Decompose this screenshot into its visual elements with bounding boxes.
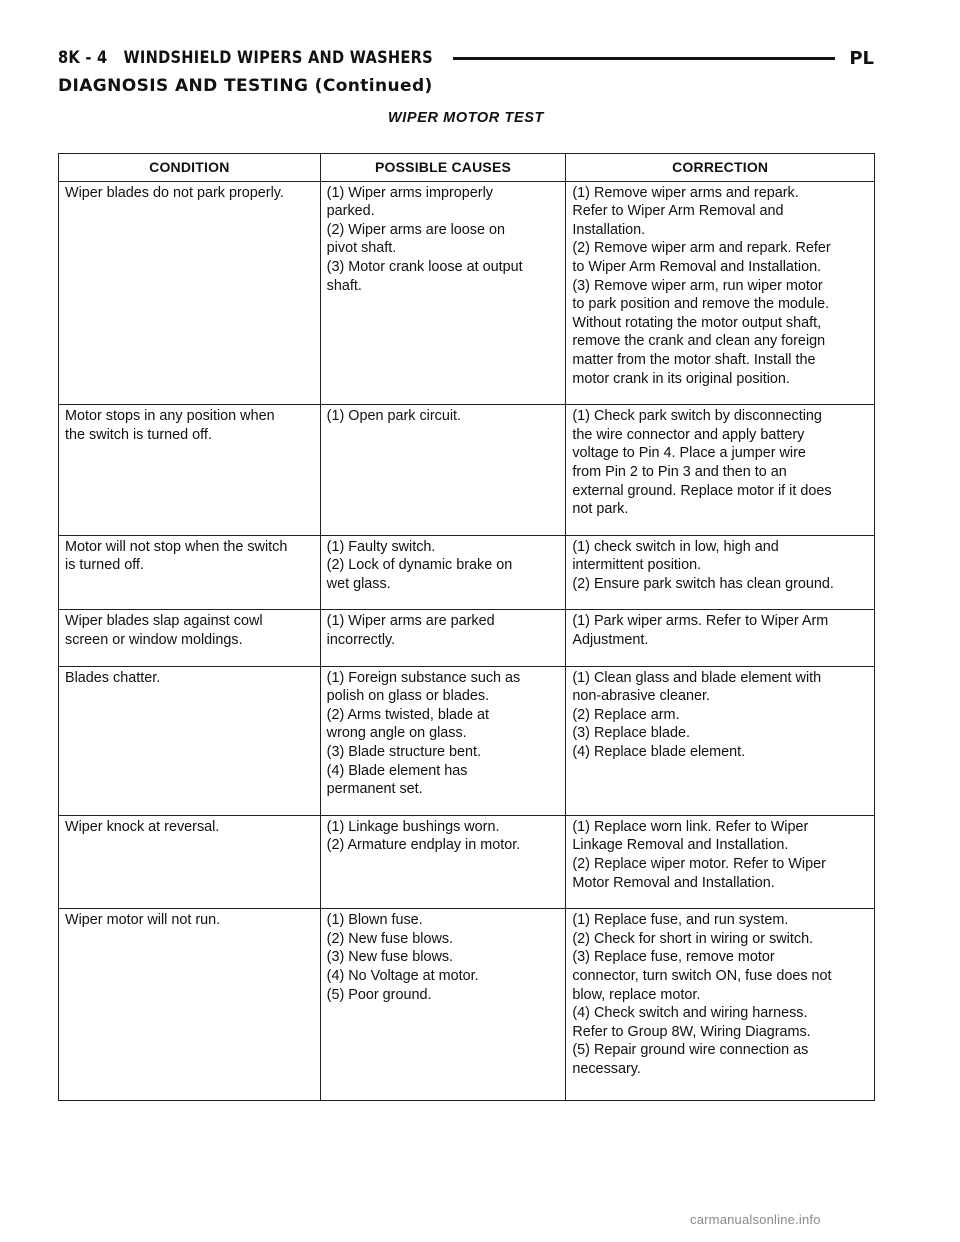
causes-text-line: (2) Arms twisted, blade at (326, 706, 490, 723)
condition-text-line: Wiper blades do not park properly. (65, 184, 284, 201)
causes-text-line: wrong angle on glass. (326, 725, 467, 742)
cell-condition (59, 405, 321, 536)
correction-text-line: non-abrasive cleaner. (572, 688, 710, 705)
correction-text-line: external ground. Replace motor if it does (572, 482, 832, 499)
column-header-causes: POSSIBLE CAUSES (320, 154, 566, 182)
cell-condition (59, 909, 321, 1101)
cell-correction (566, 815, 875, 908)
cell-condition (59, 666, 321, 815)
cell-correction (566, 610, 875, 666)
correction-text-line: (2) Remove wiper arm and repark. Refer (572, 240, 831, 257)
cell-causes (320, 909, 566, 1101)
cell-correction (566, 666, 875, 815)
correction-text-line: from Pin 2 to Pin 3 and then to an (572, 463, 787, 480)
causes-text-line: pivot shaft. (326, 240, 397, 257)
header-rule (453, 57, 835, 60)
causes-text-line: (1) Open park circuit. (326, 408, 462, 425)
cell-causes (320, 610, 566, 666)
correction-text-line: (4) Check switch and wiring harness. (572, 1005, 808, 1022)
causes-text-line: (1) Wiper arms are parked (326, 613, 495, 630)
causes-text-line: (2) Lock of dynamic brake on (326, 557, 513, 574)
header-title (58, 48, 433, 68)
correction-text-line: (3) Replace fuse, remove motor (572, 949, 775, 966)
cell-causes (320, 815, 566, 908)
correction-text-line: (1) Check park switch by disconnecting (572, 408, 822, 425)
column-header-condition: CONDITION (59, 154, 321, 182)
condition-text-line: Wiper motor will not run. (65, 912, 221, 929)
causes-text-line: (1) Linkage bushings worn. (326, 818, 500, 835)
correction-text-line: to Wiper Arm Removal and Installation. (572, 258, 822, 275)
causes-text-line: (3) New fuse blows. (326, 949, 454, 966)
correction-text-line: (1) Replace worn link. Refer to Wiper (572, 818, 809, 835)
model-code: PL (849, 47, 874, 69)
diagnosis-table (58, 153, 875, 1101)
cell-causes (320, 405, 566, 536)
causes-text-line: (5) Poor ground. (326, 986, 432, 1003)
correction-text-line: connector, turn switch ON, fuse does not (572, 967, 832, 984)
correction-text-line: Refer to Wiper Arm Removal and (572, 203, 784, 220)
cell-causes (320, 535, 566, 610)
cell-correction (566, 405, 875, 536)
condition-text-line: is turned off. (65, 557, 144, 574)
correction-text-line: (2) Replace arm. (572, 706, 680, 723)
correction-text-line: (3) Replace blade. (572, 725, 690, 742)
correction-text-line: the wire connector and apply battery (572, 426, 805, 443)
condition-text-line: the switch is turned off. (65, 426, 212, 443)
causes-text-line: polish on glass or blades. (326, 688, 490, 705)
table-row (59, 405, 875, 536)
correction-text-line: to park position and remove the module. (572, 296, 830, 313)
correction-text-line: Without rotating the motor output shaft, (572, 314, 822, 331)
cell-correction (566, 909, 875, 1101)
cell-condition (59, 610, 321, 666)
causes-text-line: (2) Wiper arms are loose on (326, 221, 506, 238)
correction-text-line: Refer to Group 8W, Wiring Diagrams. (572, 1023, 811, 1040)
cell-correction (566, 181, 875, 405)
correction-text-line: matter from the motor shaft. Install the (572, 351, 816, 368)
condition-text-line: Motor stops in any position when (65, 408, 275, 425)
correction-text-line: Adjustment. (572, 632, 649, 649)
correction-text-line: intermittent position. (572, 557, 702, 574)
causes-text-line: (4) No Voltage at motor. (326, 967, 479, 984)
condition-text-line: Wiper knock at reversal. (65, 818, 220, 835)
section-heading: DIAGNOSIS AND TESTING (Continued) (58, 76, 433, 96)
correction-text-line: (2) Check for short in wiring or switch. (572, 930, 814, 947)
cell-correction (566, 535, 875, 610)
causes-text-line: (1) Foreign substance such as (326, 669, 521, 686)
causes-text-line: (1) Wiper arms improperly (326, 184, 493, 201)
correction-text-line: (2) Ensure park switch has clean ground. (572, 575, 834, 592)
correction-text-line: (4) Replace blade element. (572, 744, 746, 761)
correction-text-line: (5) Repair ground wire connection as (572, 1042, 809, 1059)
correction-text-line: Installation. (572, 221, 646, 238)
causes-text-line: (3) Blade structure bent. (326, 744, 482, 761)
causes-text-line: parked. (326, 203, 375, 220)
correction-text-line: Linkage Removal and Installation. (572, 837, 789, 854)
table-row (59, 666, 875, 815)
correction-text-line: voltage to Pin 4. Place a jumper wire (572, 445, 806, 462)
column-header-correction: CORRECTION (566, 154, 875, 182)
table-row (59, 815, 875, 908)
correction-text-line: (1) check switch in low, high and (572, 538, 779, 555)
table-row (59, 909, 875, 1101)
causes-text-line: (2) Armature endplay in motor. (326, 837, 521, 854)
condition-text-line: Motor will not stop when the switch (65, 538, 288, 555)
cell-condition (59, 181, 321, 405)
cell-causes (320, 666, 566, 815)
causes-text-line: (1) Blown fuse. (326, 912, 423, 929)
watermark-text: carmanualsonline.info (690, 1212, 821, 1227)
correction-text-line: Motor Removal and Installation. (572, 874, 775, 891)
correction-text-line: (3) Remove wiper arm, run wiper motor (572, 277, 823, 294)
section-code: 8K - 4 (58, 48, 108, 68)
correction-text-line: (1) Park wiper arms. Refer to Wiper Arm (572, 613, 829, 630)
table-row (59, 610, 875, 666)
causes-text-line: (3) Motor crank loose at output (326, 258, 523, 275)
table-row (59, 181, 875, 405)
causes-text-line: (1) Faulty switch. (326, 538, 436, 555)
condition-text-line: Wiper blades slap against cowl (65, 613, 263, 630)
correction-text-line: remove the crank and clean any foreign (572, 333, 826, 350)
causes-text-line: incorrectly. (326, 632, 396, 649)
causes-text-line: permanent set. (326, 781, 423, 798)
section-title: WINDSHIELD WIPERS AND WASHERS (123, 48, 433, 68)
correction-text-line: (1) Remove wiper arms and repark. (572, 184, 799, 201)
causes-text-line: wet glass. (326, 575, 391, 592)
condition-text-line: Blades chatter. (65, 669, 161, 686)
correction-text-line: necessary. (572, 1060, 641, 1077)
causes-text-line: shaft. (326, 277, 362, 294)
correction-text-line: motor crank in its original position. (572, 370, 790, 387)
cell-condition (59, 815, 321, 908)
correction-text-line: (1) Replace fuse, and run system. (572, 912, 789, 929)
correction-text-line: blow, replace motor. (572, 986, 701, 1003)
table-title: WIPER MOTOR TEST (388, 110, 544, 126)
condition-text-line: screen or window moldings. (65, 632, 243, 649)
correction-text-line: (1) Clean glass and blade element with (572, 669, 822, 686)
correction-text-line: not park. (572, 501, 629, 518)
causes-text-line: (4) Blade element has (326, 762, 468, 779)
correction-text-line: (2) Replace wiper motor. Refer to Wiper (572, 856, 826, 872)
cell-causes (320, 181, 566, 405)
cell-condition (59, 535, 321, 610)
table-header-row (59, 154, 875, 182)
table-row (59, 535, 875, 610)
causes-text-line: (2) New fuse blows. (326, 930, 454, 947)
page-header (58, 44, 874, 72)
